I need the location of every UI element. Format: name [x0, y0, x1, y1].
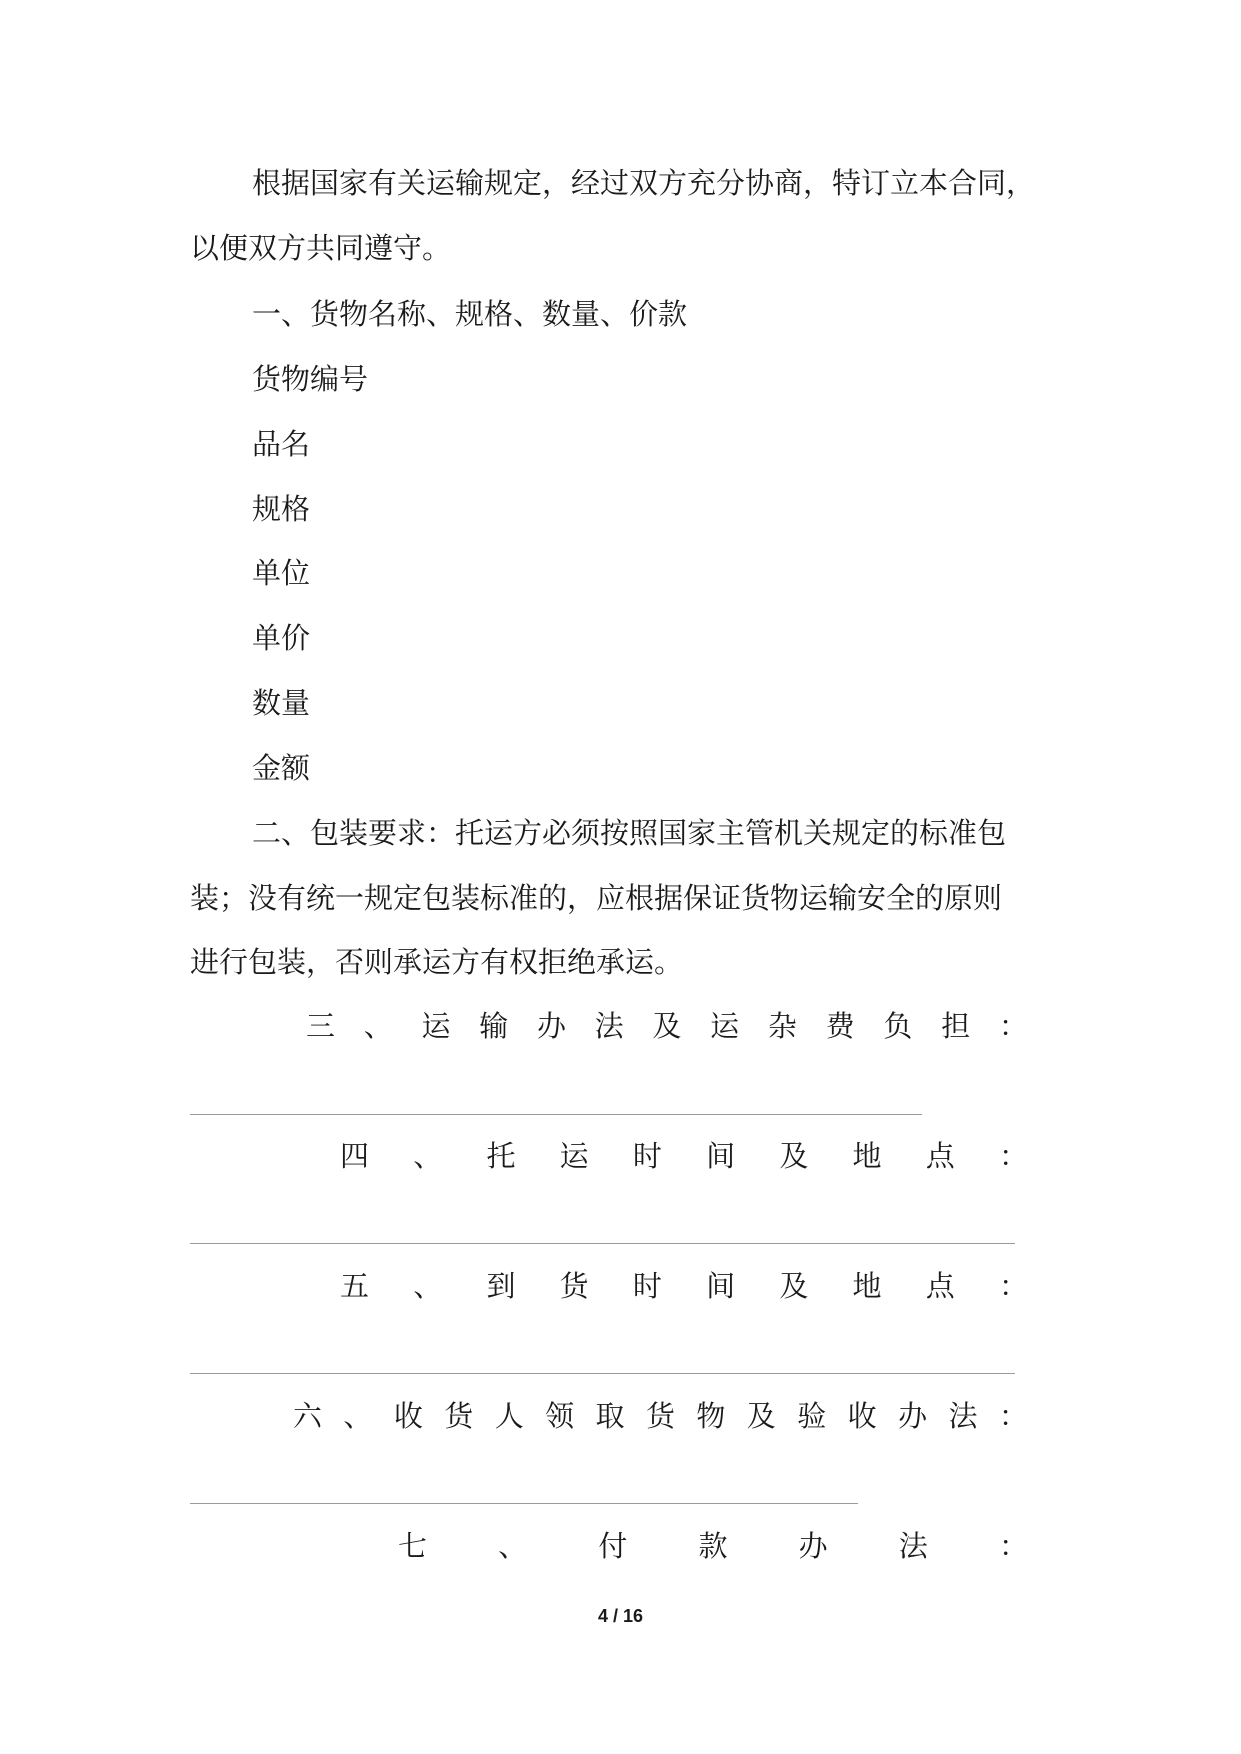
heading-char: 及: [779, 1139, 809, 1173]
heading-char: 费: [825, 1009, 855, 1043]
blank-fill-line: [190, 1114, 922, 1115]
heading-char: 及: [652, 1009, 682, 1043]
section5-heading: [340, 1266, 1028, 1306]
heading-char: 点: [925, 1139, 955, 1173]
heading-char: 验: [797, 1399, 827, 1433]
heading-char: 时: [632, 1269, 662, 1303]
blank-fill-line: [190, 1373, 1015, 1374]
heading-char: 输: [479, 1009, 509, 1043]
heading-char: 办: [798, 1529, 828, 1563]
heading-char: 物: [696, 1399, 726, 1433]
heading-char: 、: [343, 1399, 373, 1433]
heading-char: 、: [498, 1529, 528, 1563]
field-item: 单价: [252, 621, 311, 655]
heading-char: ：: [998, 1009, 1028, 1043]
section1-heading: 一、货物名称、规格、数量、价款: [252, 297, 688, 331]
blank-fill-line: [190, 1503, 858, 1504]
intro-line-2: 以便双方共同遵守。: [190, 231, 452, 265]
heading-char: 货: [645, 1399, 675, 1433]
page-number: 4 / 16: [597, 1606, 644, 1626]
field-item: 品名: [252, 427, 311, 461]
heading-char: 收: [393, 1399, 423, 1433]
heading-char: 间: [706, 1269, 736, 1303]
heading-char: 三: [306, 1009, 336, 1043]
section2-line-1: 二、包装要求：托运方必须按照国家主管机关规定的标准包: [252, 816, 1007, 850]
heading-char: 办: [898, 1399, 928, 1433]
heading-char: 托: [486, 1139, 516, 1173]
heading-char: 间: [706, 1139, 736, 1173]
section4-heading: [340, 1136, 1028, 1176]
field-item: 规格: [252, 492, 311, 526]
heading-char: 运: [559, 1139, 589, 1173]
heading-char: 五: [340, 1269, 370, 1303]
heading-char: 货: [444, 1399, 474, 1433]
heading-char: ：: [998, 1529, 1028, 1563]
heading-char: 点: [925, 1269, 955, 1303]
section6-heading: [293, 1396, 1028, 1436]
heading-char: 地: [852, 1269, 882, 1303]
field-item: 金额: [252, 751, 311, 785]
blank-fill-line: [190, 1243, 1015, 1244]
heading-char: 货: [559, 1269, 589, 1303]
section2-line-2: 装；没有统一规定包装标准的，应根据保证货物运输安全的原则: [190, 881, 1003, 915]
heading-char: 收: [847, 1399, 877, 1433]
section3-heading: [306, 1006, 1028, 1046]
heading-char: 法: [594, 1009, 624, 1043]
heading-char: 、: [413, 1269, 443, 1303]
heading-char: 到: [486, 1269, 516, 1303]
heading-char: 运: [710, 1009, 740, 1043]
heading-char: 七: [398, 1529, 428, 1563]
heading-char: 法: [948, 1399, 978, 1433]
heading-char: 地: [852, 1139, 882, 1173]
heading-char: 负: [883, 1009, 913, 1043]
heading-char: 时: [632, 1139, 662, 1173]
heading-char: 领: [545, 1399, 575, 1433]
field-item: 货物编号: [252, 362, 369, 396]
heading-char: 款: [698, 1529, 728, 1563]
heading-char: 及: [779, 1269, 809, 1303]
section2-line-3: 进行包装，否则承运方有权拒绝承运。: [190, 945, 684, 979]
heading-char: 法: [898, 1529, 928, 1563]
heading-char: 四: [340, 1139, 370, 1173]
heading-char: ：: [998, 1269, 1028, 1303]
heading-char: 及: [746, 1399, 776, 1433]
heading-char: 运: [421, 1009, 451, 1043]
section7-heading: [398, 1526, 1028, 1566]
heading-char: 六: [293, 1399, 323, 1433]
heading-char: 、: [413, 1139, 443, 1173]
heading-char: 付: [598, 1529, 628, 1563]
heading-char: ：: [998, 1139, 1028, 1173]
field-item: 单位: [252, 556, 311, 590]
heading-char: ：: [998, 1399, 1028, 1433]
heading-char: 担: [941, 1009, 971, 1043]
intro-line-1: 根据国家有关运输规定，经过双方充分协商，特订立本合同，: [252, 166, 1036, 200]
heading-char: 人: [494, 1399, 524, 1433]
field-item: 数量: [252, 686, 311, 720]
heading-char: 办: [536, 1009, 566, 1043]
heading-char: 取: [595, 1399, 625, 1433]
heading-char: 杂: [767, 1009, 797, 1043]
heading-char: 、: [363, 1009, 393, 1043]
